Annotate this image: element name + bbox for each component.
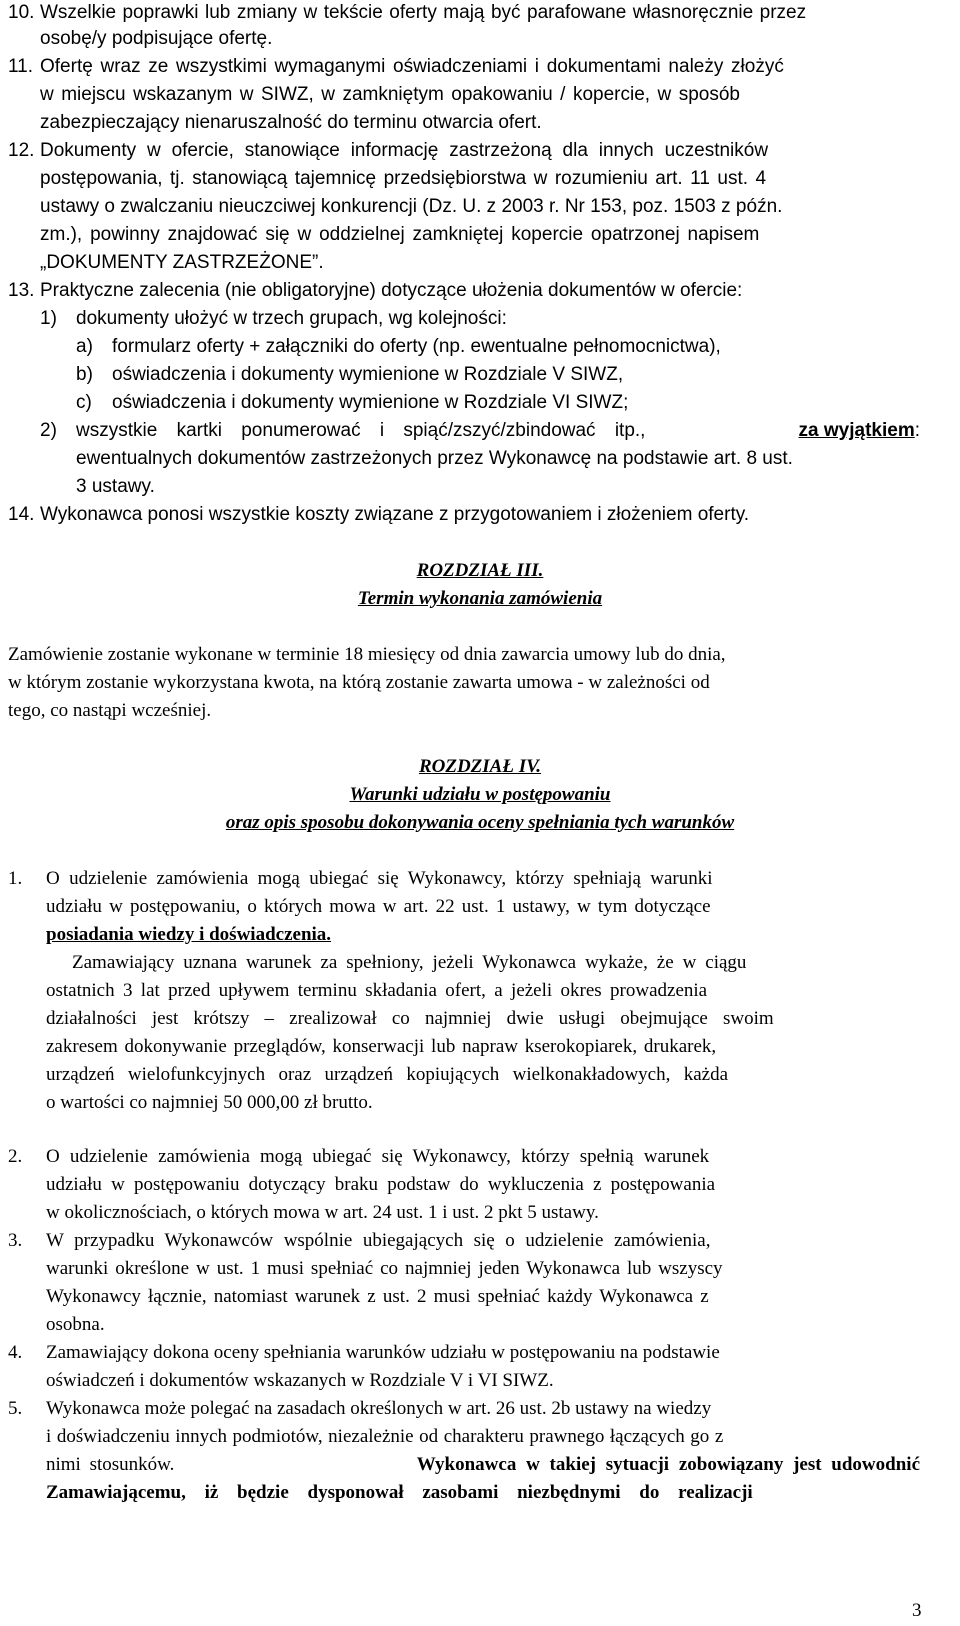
item-11-number: 11.	[8, 56, 34, 77]
point-3-line-2: warunki określone w ust. 1 musi spełniać co najmniej jeden Wykonawca lub wszyscy	[46, 1258, 723, 1279]
point-2-line-2: udziału w postępowaniu dotyczący braku podstaw do wykluczenia z postępowania	[46, 1174, 716, 1195]
point-1-number: 1.	[8, 868, 23, 889]
point-5-line-3-plain: nimi stosunków.	[46, 1454, 175, 1475]
item-12-line-1: Dokumenty w ofercie, stanowiące informację zastrzeżoną dla innych uczestników	[40, 140, 769, 161]
item-14-line-1: Wykonawca ponosi wszystkie koszty związane z przygotowaniem i złożeniem oferty.	[40, 504, 750, 525]
item-13-a-number: a)	[76, 336, 93, 357]
item-13-number: 13.	[8, 280, 35, 301]
point-3-line-3: Wykonawcy łącznie, natomiast warunek z ust. 2 musi spełniać każdy Wykonawca z	[46, 1286, 709, 1307]
item-14-number: 14.	[8, 504, 35, 525]
point-1-line-8: urządzeń wielofunkcyjnych oraz urządzeń kopiujących wielkonakładowych, każda	[46, 1064, 729, 1085]
point-5-line-3	[46, 1454, 920, 1476]
item-13-sub2-line-2: ewentualnych dokumentów zastrzeżonych przez Wykonawcę na podstawie art. 8 ust.	[76, 448, 793, 469]
item-12-line-2: postępowania, tj. stanowiącą tajemnicę przedsiębiorstwa w rozumieniu art. 11 ust. 4	[40, 168, 767, 189]
point-1-line-2: udziału w postępowaniu, o których mowa w art. 22 ust. 1 ustawy, w tym dotyczące	[46, 896, 711, 917]
item-13-sub2-emphasis	[799, 420, 920, 442]
item-13-b-text: oświadczenia i dokumenty wymienione w Rozdziale V SIWZ,	[112, 364, 624, 385]
item-12-line-5: „DOKUMENTY ZASTRZEŻONE”.	[40, 252, 324, 273]
item-13-sub2-line-3: 3 ustawy.	[76, 476, 155, 497]
chapter-3-heading: ROZDZIAŁ III.	[416, 560, 544, 581]
item-13-a-text: formularz oferty + załączniki do oferty (np. ewentualne pełnomocnictwa),	[112, 336, 721, 357]
point-2-line-3: w okolicznościach, o których mowa w art. 24 ust. 1 i ust. 2 pkt 5 ustawy.	[46, 1202, 599, 1223]
point-4-line-1: Zamawiający dokona oceny spełniania warunków udziału w postępowaniu na podstawie	[46, 1342, 720, 1363]
item-12-line-4: zm.), powinny znajdować się w oddzielnej zamkniętej kopercie opatrzonej napisem	[40, 224, 760, 245]
point-1-line-4: Zamawiający uznana warunek za spełniony, jeżeli Wykonawca wykaże, że w ciągu	[72, 952, 747, 973]
point-1-line-9: o wartości co najmniej 50 000,00 zł brutto.	[46, 1092, 373, 1113]
point-1-line-5: ostatnich 3 lat przed upływem terminu składania ofert, a jeżeli okres prowadzenia	[46, 980, 708, 1001]
point-1-line-3: posiadania wiedzy i doświadczenia.	[46, 924, 332, 945]
item-13-sub2-colon: :	[914, 420, 920, 441]
item-12-number: 12.	[8, 140, 35, 161]
chapter-3-para-line-1: Zamówienie zostanie wykonane w terminie 18 miesięcy od dnia zawarcia umowy lub do dnia,	[8, 644, 726, 665]
point-1-line-6: działalności jest krótszy – zrealizował co najmniej dwie usługi obejmujące swoim	[46, 1008, 774, 1029]
point-5-line-3-bold: Wykonawca w takiej sytuacji zobowiązany jest udowodnić	[416, 1454, 920, 1475]
point-1-line-7: zakresem dokonywanie przeglądów, konserwacji lub napraw kserokopiarek, drukarek,	[46, 1036, 717, 1057]
item-13-sub2-underlined: za wyjątkiem	[798, 420, 915, 441]
point-5-line-4: Zamawiającemu, iż będzie dysponował zasobami niezbędnymi do realizacji	[46, 1482, 753, 1503]
point-4-line-2: oświadczeń i dokumentów wskazanych w Rozdziale V i VI SIWZ.	[46, 1370, 554, 1391]
chapter-4-subtitle-1: Warunki udziału w postępowaniu	[349, 784, 611, 805]
item-13-c-number: c)	[76, 392, 92, 413]
chapter-3-para-line-3: tego, co nastąpi wcześniej.	[8, 700, 212, 721]
item-13-sub1-text: dokumenty ułożyć w trzech grupach, wg kolejności:	[76, 308, 507, 329]
item-10-text-1: Wszelkie poprawki lub zmiany w tekście oferty mają być parafowane własnoręcznie przez	[40, 2, 807, 23]
point-2-line-1: O udzielenie zamówienia mogą ubiegać się Wykonawcy, którzy spełnią warunek	[46, 1146, 710, 1167]
item-13-sub1-number: 1)	[40, 308, 57, 329]
item-11-line-3: zabezpieczający nienaruszalność do terminu otwarcia ofert.	[40, 112, 542, 133]
item-13-c-text: oświadczenia i dokumenty wymienione w Rozdziale VI SIWZ;	[112, 392, 629, 413]
point-3-line-4: osobna.	[46, 1314, 105, 1335]
item-10-line-2: osobę/y podpisujące ofertę.	[40, 28, 273, 49]
item-13-line-1: Praktyczne zalecenia (nie obligatoryjne) dotyczące ułożenia dokumentów w ofercie:	[40, 280, 743, 301]
item-13-sub2-number: 2)	[40, 420, 57, 441]
item-11-line-1: Ofertę wraz ze wszystkimi wymaganymi oświadczeniami i dokumentami należy złożyć	[40, 56, 784, 77]
point-2-number: 2.	[8, 1146, 23, 1167]
item-13-sub2-text-1: wszystkie kartki ponumerować i spiąć/zszyć/zbindować itp.,	[76, 420, 646, 441]
point-5-line-2: i doświadczeniu innych podmiotów, niezależnie od charakteru prawnego łączących go z	[46, 1426, 724, 1447]
item-13-b-number: b)	[76, 364, 93, 385]
chapter-4-heading: ROZDZIAŁ IV.	[418, 756, 542, 777]
item-12-line-3: ustawy o zwalczaniu nieuczciwej konkurencji (Dz. U. z 2003 r. Nr 153, poz. 1503 z późn.	[40, 196, 783, 217]
point-3-line-1: W przypadku Wykonawców wspólnie ubiegających się o udzielenie zamówienia,	[46, 1230, 711, 1251]
point-5-number: 5.	[8, 1398, 23, 1419]
item-13-sub2-line-1	[76, 420, 920, 442]
item-10-number: 10.	[8, 2, 35, 23]
point-1-line-1: O udzielenie zamówienia mogą ubiegać się Wykonawcy, którzy spełniają warunki	[46, 868, 713, 889]
point-3-number: 3.	[8, 1230, 23, 1251]
item-10-line-1	[40, 2, 920, 24]
point-4-number: 4.	[8, 1342, 23, 1363]
page-number: 3	[912, 1600, 922, 1621]
chapter-3-para-line-2: w którym zostanie wykorzystana kwota, na którą zostanie zawarta umowa - w zależności od	[8, 672, 710, 693]
item-11-line-2: w miejscu wskazanym w SIWZ, w zamkniętym opakowaniu / kopercie, w sposób	[40, 84, 740, 105]
point-5-line-1: Wykonawca może polegać na zasadach określonych w art. 26 ust. 2b ustawy na wiedzy	[46, 1398, 712, 1419]
chapter-3-subtitle: Termin wykonania zamówienia	[357, 588, 603, 609]
chapter-4-subtitle-2: oraz opis sposobu dokonywania oceny spełniania tych warunków	[225, 812, 735, 833]
